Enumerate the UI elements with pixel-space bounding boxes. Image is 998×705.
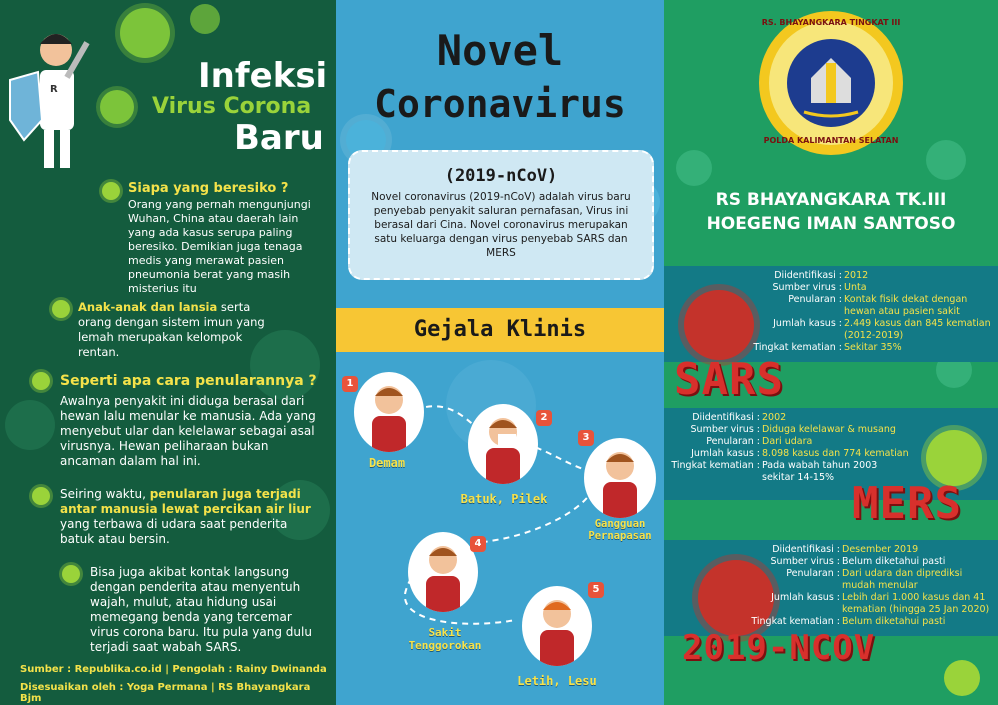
sars-title: SARS <box>674 354 784 405</box>
adapted-credit: Disesuaikan oleh : Yoga Permana | RS Bhayangkara Bjm <box>20 682 311 704</box>
droplet-post: yang terbawa di udara saat penderita batuk atau bersin. <box>60 517 288 546</box>
vulnerable-text <box>78 300 278 360</box>
svg-text:R: R <box>50 84 58 95</box>
gejala-title: Gejala Klinis <box>413 317 587 342</box>
info-label: Jumlah kasus : <box>773 318 842 329</box>
info-value: Desember 2019 <box>842 544 919 555</box>
droplet-pre: Seiring waktu, <box>60 487 150 501</box>
info-label: Diidentifikasi : <box>772 544 840 555</box>
symptom-label: Demam <box>368 456 406 470</box>
info-label: Penularan : <box>786 568 840 579</box>
symptom-label: Gangguan Pernapasan <box>588 518 652 542</box>
hospital-name-line1: RS BHAYANGKARA TK.III <box>715 190 947 210</box>
virus-bullet-icon <box>102 182 120 200</box>
symptom-breathing-figure <box>584 438 656 518</box>
symptom-label: Sakit Tenggorokan <box>408 626 482 652</box>
info-value: 2002 <box>762 412 787 423</box>
sars-table <box>664 270 998 354</box>
info-label: Tingkat kematian : <box>751 616 840 627</box>
info-label: Sumber virus : <box>772 282 842 293</box>
info-value: Dari udara dan diprediksi mudah menular <box>842 568 963 591</box>
info-value: Diduga kelelawar & musang <box>762 424 896 435</box>
transmission-text: Awalnya penyakit ini diduga berasal dari hewan lalu menular ke manusia. Ada yang menyebut ular dan kelelawar sebagai asal virusnya. Hewan peliharaan bukan ancaman dalam hal ini. <box>60 394 316 468</box>
hospital-logo <box>756 8 906 158</box>
definition-box <box>348 150 654 280</box>
virus-icon <box>926 140 966 180</box>
symptom-number: 1 <box>342 376 358 392</box>
symptom-label: Letih, Lesu <box>517 674 597 688</box>
risk-heading: Siapa yang beresiko ? <box>128 181 289 196</box>
info-label: Diidentifikasi : <box>692 412 760 423</box>
info-value: 2.449 kasus dan 845 kematian (2012-2019) <box>844 318 991 341</box>
symptom-number: 3 <box>578 430 594 446</box>
virus-icon <box>120 8 170 58</box>
info-label: Jumlah kasus : <box>691 448 760 459</box>
virus-icon <box>5 400 55 450</box>
info-label: Sumber virus : <box>690 424 760 435</box>
ncov-title: 2019-NCOV <box>682 628 876 668</box>
definition-text: Novel coronavirus (2019-nCoV) adalah virus baru penyebab penyakit saluran pernafasan, Virus ini berasal dari Cina. Novel coronavirus merupakan satu keluarga dengan virus penyebab SARS dan MERS <box>371 191 631 259</box>
symptom-fatigue-figure <box>522 586 592 666</box>
middle-panel <box>336 0 664 705</box>
coronavirus-title: Coronavirus <box>374 82 626 126</box>
transmission-heading: Seperti apa cara penularannya ? <box>60 373 317 389</box>
info-value: Sekitar 35% <box>844 342 902 353</box>
virus-bullet-icon <box>32 372 50 390</box>
info-value: Lebih dari 1.000 kasus dan 41 kematian (hingga 25 Jan 2020) <box>842 592 990 615</box>
logo-text-top: RS. BHAYANGKARA TINGKAT III <box>761 18 901 27</box>
risk-text: Orang yang pernah mengunjungi Wuhan, China atau daerah lain yang ada kasus serupa paling beresiko. Demikian juga tenaga medis yang merawat pasien pneumonia berat yang masih misterius itu <box>128 198 311 295</box>
baru-title: Baru <box>234 118 324 158</box>
source-credit: Sumber : Republika.co.id | Pengolah : Rainy Dwinanda <box>20 664 327 675</box>
info-label: Jumlah kasus : <box>771 592 840 603</box>
virus-icon <box>944 660 980 696</box>
symptom-number: 2 <box>536 410 552 426</box>
info-value: Kontak fisik dekat dengan hewan atau pasien sakit <box>844 294 968 317</box>
symptom-label: Batuk, Pilek <box>460 492 548 506</box>
virus-bullet-icon <box>52 300 70 318</box>
gejala-bar <box>336 308 664 352</box>
info-value: Unta <box>844 282 867 293</box>
info-label: Diidentifikasi : <box>774 270 842 281</box>
info-label: Penularan : <box>706 436 760 447</box>
symptom-number: 4 <box>470 536 486 552</box>
logo-text-bottom: POLDA KALIMANTAN SELATAN <box>763 136 899 145</box>
info-value: 2012 <box>844 270 869 281</box>
symptom-throat-figure <box>408 532 478 612</box>
left-panel <box>0 0 336 705</box>
virus-corona-title: Virus Corona <box>152 94 312 119</box>
symptom-number: 5 <box>588 582 604 598</box>
vulnerable-rest: serta orang dengan sistem imun yang lemah merupakan kelompok rentan. <box>78 300 265 359</box>
mers-table <box>664 412 998 484</box>
novel-title: Novel <box>436 26 564 75</box>
infeksi-title: Infeksi <box>198 56 328 96</box>
virus-icon <box>190 4 220 34</box>
vulnerable-highlight: Anak-anak dan lansia <box>78 300 218 314</box>
contact-text: Bisa juga akibat kontak langsung dengan penderita atau menyentuh wajah, mulut, atau hidung usai memegang benda yang tercemar virus corona baru. Itu pula yang dulu terjadi saat wabah SARS. <box>90 565 312 654</box>
ncov-table <box>664 544 998 628</box>
hospital-name-line2: HOEGENG IMAN SANTOSO <box>706 214 956 234</box>
info-label: Penularan : <box>788 294 842 305</box>
droplet-text <box>60 487 322 547</box>
virus-bullet-icon <box>32 487 50 505</box>
info-label: Tingkat kematian : <box>753 342 842 353</box>
right-panel <box>664 0 998 705</box>
info-label: Tingkat kematian : <box>671 460 760 471</box>
ncov-code: (2019-nCoV) <box>444 166 558 186</box>
virus-bullet-icon <box>62 565 80 583</box>
droplet-highlight: penularan juga terjadi antar manusia lewat percikan air liur <box>60 487 311 516</box>
info-value: Pada wabah tahun 2003 sekitar 14-15% <box>762 460 878 483</box>
info-label: Sumber virus : <box>770 556 840 567</box>
virus-icon <box>676 150 712 186</box>
info-value: 8.098 kasus dan 774 kematian <box>762 448 909 459</box>
mers-title: MERS <box>852 478 962 529</box>
info-value: Belum diketahui pasti <box>842 616 946 627</box>
symptom-fever-figure <box>354 372 424 452</box>
info-value: Belum diketahui pasti <box>842 556 946 567</box>
doctor-shield-illustration <box>4 10 112 170</box>
symptom-cough-figure <box>468 404 538 484</box>
info-value: Dari udara <box>762 436 813 447</box>
